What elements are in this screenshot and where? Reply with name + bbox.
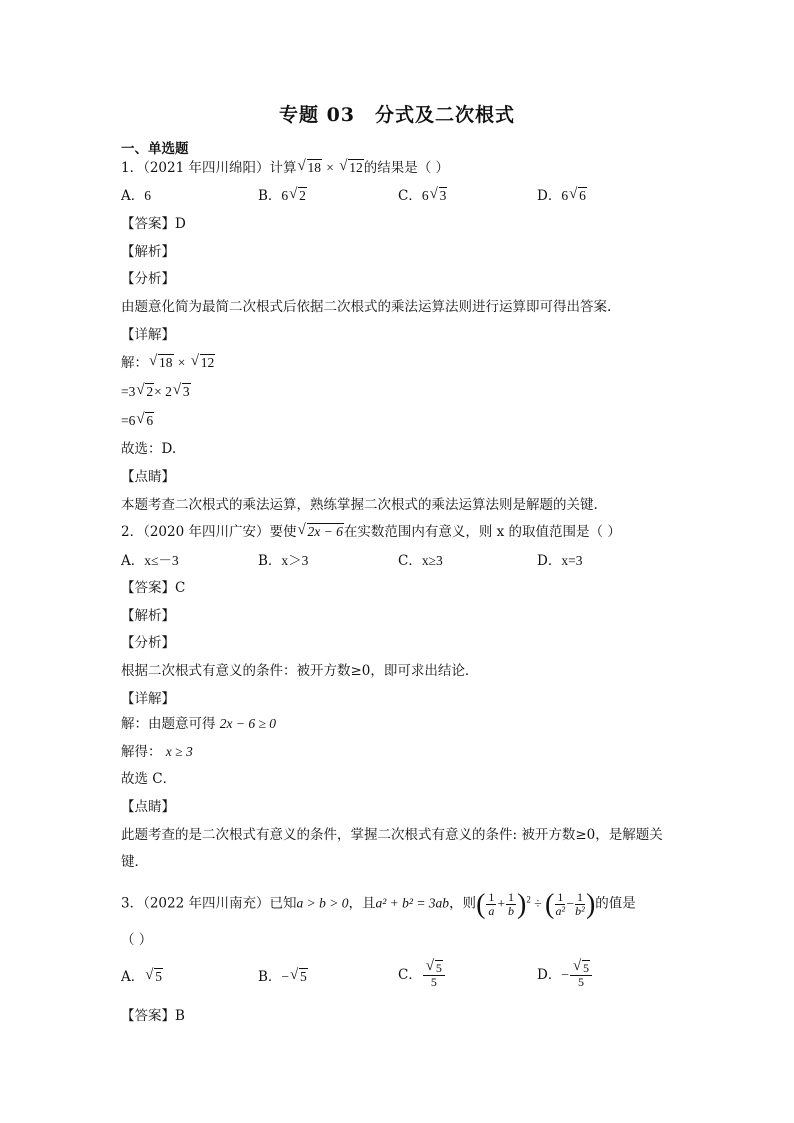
q1-solution-line-3: =6√ 6	[121, 412, 154, 430]
sqrt-2x-6: √ 2x − 6	[298, 523, 344, 541]
q3-expression: ( $\frac{1}{a}$ + $\frac{1}{b}$ )$^2$ ÷ ( $\frac{1}{\text{a²}}$ − $\frac{1}{\text{b²}}$ )	[476, 888, 596, 920]
q2-detail-label: 【详解】	[121, 691, 175, 707]
sqrt-12: √ 12	[339, 159, 364, 177]
q3-option-b[interactable]: B．−√ 5	[258, 968, 308, 986]
q1-solution-line-1: 解：√ 18 × √ 12	[121, 354, 215, 372]
q2-remark-text-1: 此题考查的是二次根式有意义的条件，掌握二次根式有意义的条件: 被开方数≥0，是解题关	[121, 827, 663, 843]
q1-detail-label: 【详解】	[121, 327, 175, 343]
q2-remark-label: 【点睛】	[121, 799, 175, 815]
question-2-stem: 2．（2020 年四川广安）要使√ 2x − 6在实数范围内有意义，则 x 的取值范围是（ ）	[121, 523, 621, 541]
q2-analysis-label: 【解析】	[121, 608, 175, 624]
q1-conclusion: 故选：D.	[121, 441, 177, 457]
q3-option-c[interactable]: C． √ $\frac{5}{5}$	[398, 962, 446, 989]
section-heading: 一、单选题	[121, 141, 189, 157]
page-title	[0, 100, 794, 127]
q1-option-a[interactable]: A．6	[121, 188, 151, 204]
question-1-stem: 1．（2021 年四川绵阳）计算√ 18 × √ 12的结果是（ ）	[121, 159, 449, 177]
question-3-stem: 3．（2022 年四川南充）已知a > b > 0，且a² + b² = 3ab，则( $\frac{1}{a}$ + $\frac{1}{b}$ )$^2$ ÷ ( $\frac{1}{\text{a²}}$ − $\frac{1}{\text{b²}}$ )的值是	[121, 888, 636, 920]
q2-option-a[interactable]: A．x≤－3	[121, 553, 179, 569]
q3-blank: （ ）	[121, 932, 153, 948]
q2-solution-line-2: 解得： x ≥ 3	[121, 744, 193, 760]
q1-solution-line-2: =3√ 2× 2√ 3	[121, 383, 191, 401]
q1-option-d[interactable]: D．6√ 6	[537, 187, 587, 205]
q2-conclusion: 故选 C．	[121, 771, 177, 787]
sqrt-18: √ 18	[298, 159, 323, 177]
q2-answer: 【答案】C	[121, 580, 186, 596]
q1-option-c[interactable]: C．6√ 3	[398, 187, 447, 205]
q1-analysis-label: 【解析】	[121, 244, 175, 260]
q3-answer: 【答案】B	[121, 1008, 185, 1024]
q2-solution-line-1: 解：由题意可得 2x − 6 ≥ 0	[121, 716, 277, 732]
q3-option-a[interactable]: A．√ 5	[121, 968, 163, 986]
q1-remark-text: 本题考查二次根式的乘法运算，熟练掌握二次根式的乘法运算法则是解题的关键.	[121, 497, 598, 513]
q2-fenxi-label: 【分析】	[121, 635, 175, 651]
title-topic-number: 专题 03	[278, 104, 356, 126]
q1-remark-label: 【点睛】	[121, 469, 175, 485]
q2-option-d[interactable]: D．x=3	[537, 553, 583, 569]
q1-fenxi-text: 由题意化简为最简二次根式后依据二次根式的乘法运算法则进行运算即可得出答案.	[121, 299, 612, 315]
q1-fenxi-label: 【分析】	[121, 271, 175, 287]
q2-remark-text-2: 键．	[121, 854, 148, 870]
q3-option-d[interactable]: D．− √ $\frac{5}{5}$	[537, 962, 593, 989]
q1-answer: 【答案】D	[121, 216, 186, 232]
q2-option-c[interactable]: C．x≥3	[398, 553, 443, 569]
q2-option-b[interactable]: B．x＞3	[258, 553, 309, 569]
q2-fenxi-text: 根据二次根式有意义的条件：被开方数≥0，即可求出结论．	[121, 663, 479, 679]
title-topic-name: 分式及二次根式	[375, 104, 516, 126]
q1-option-b[interactable]: B．6√ 2	[258, 187, 307, 205]
